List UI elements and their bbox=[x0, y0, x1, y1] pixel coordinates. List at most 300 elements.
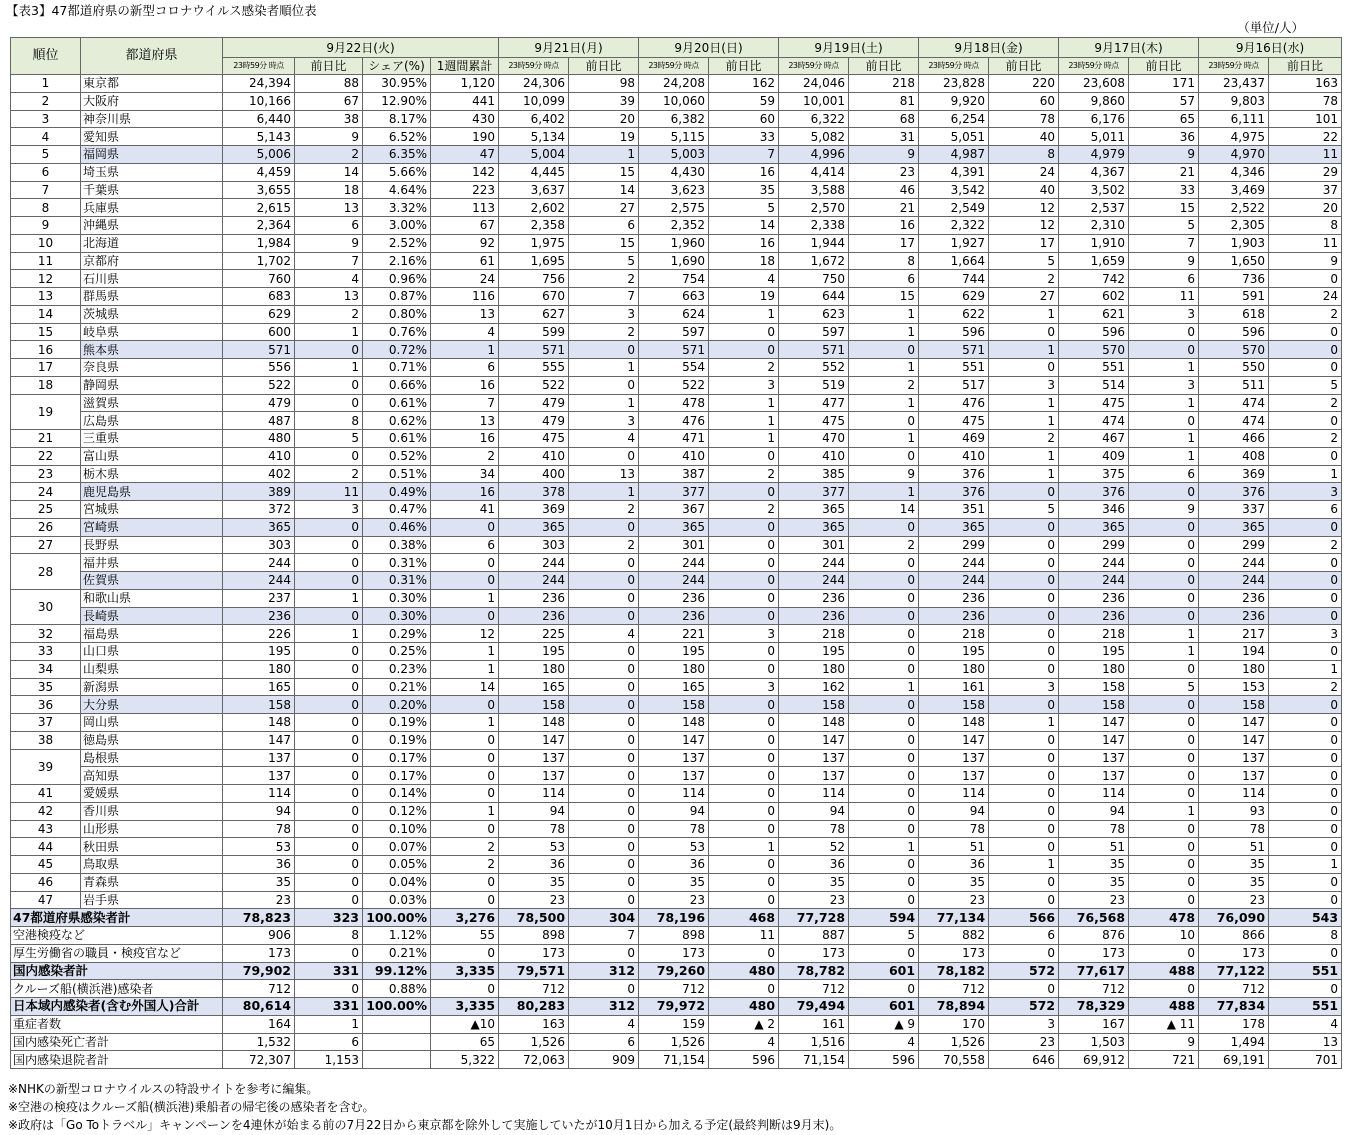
value-cell: 0 bbox=[1269, 802, 1342, 820]
value-cell: 27 bbox=[989, 288, 1059, 306]
value-cell: 0 bbox=[431, 785, 499, 803]
value-cell: 23 bbox=[989, 1033, 1059, 1051]
value-cell: 0 bbox=[989, 767, 1059, 785]
value-cell: 8 bbox=[1269, 217, 1342, 235]
value-cell: 1 bbox=[569, 146, 639, 164]
value-cell: 0 bbox=[1129, 891, 1199, 909]
footnote: ※NHKの新型コロナウイルスの特設サイトを参考に編集。 bbox=[8, 1082, 319, 1096]
value-cell: 0.87% bbox=[363, 288, 431, 306]
value-cell: 195 bbox=[1059, 643, 1129, 661]
value-cell: 1,153 bbox=[295, 1051, 363, 1069]
value-cell: 5 bbox=[569, 252, 639, 270]
prefecture-cell: 兵庫県 bbox=[81, 199, 223, 217]
value-cell: 3,637 bbox=[499, 181, 569, 199]
summary-row bbox=[11, 998, 1342, 1016]
value-cell: 0 bbox=[1269, 944, 1342, 962]
value-cell: 0 bbox=[431, 873, 499, 891]
value-cell: 244 bbox=[499, 572, 569, 590]
value-cell: 0 bbox=[431, 767, 499, 785]
value-cell: 244 bbox=[1199, 554, 1269, 572]
value-cell: 1 bbox=[849, 678, 919, 696]
header-diff: 前日比 bbox=[1269, 58, 1342, 75]
value-cell: 92 bbox=[431, 234, 499, 252]
value-cell: 6,440 bbox=[223, 110, 295, 128]
value-cell: 158 bbox=[499, 696, 569, 714]
value-cell: 47 bbox=[431, 146, 499, 164]
value-cell: 2 bbox=[569, 270, 639, 288]
value-cell: 67 bbox=[431, 217, 499, 235]
value-cell: 1 bbox=[709, 412, 779, 430]
value-cell: 0.76% bbox=[363, 323, 431, 341]
value-cell: 2 bbox=[709, 501, 779, 519]
value-cell: 551 bbox=[1059, 359, 1129, 377]
value-cell: 244 bbox=[639, 572, 709, 590]
value-cell: 468 bbox=[709, 909, 779, 927]
value-cell: 137 bbox=[919, 749, 989, 767]
value-cell: 16 bbox=[709, 163, 779, 181]
value-cell: 173 bbox=[919, 944, 989, 962]
value-cell: 0.30% bbox=[363, 607, 431, 625]
value-cell: 312 bbox=[569, 998, 639, 1016]
value-cell: 16 bbox=[431, 483, 499, 501]
value-cell: 1 bbox=[295, 1015, 363, 1033]
rank-cell: 24 bbox=[11, 483, 81, 501]
header-date-0921: 9月21日(月) bbox=[499, 38, 639, 58]
value-cell: 0 bbox=[849, 856, 919, 874]
summary-label: 国内感染者計 bbox=[11, 962, 223, 980]
value-cell: 1 bbox=[849, 323, 919, 341]
value-cell: 94 bbox=[639, 802, 709, 820]
value-cell: 1 bbox=[1129, 802, 1199, 820]
prefecture-cell: 新潟県 bbox=[81, 678, 223, 696]
prefecture-cell: 富山県 bbox=[81, 447, 223, 465]
value-cell: 0 bbox=[431, 572, 499, 590]
value-cell: 114 bbox=[499, 785, 569, 803]
value-cell: 623 bbox=[779, 305, 849, 323]
value-cell: 147 bbox=[779, 731, 849, 749]
value-cell: 0 bbox=[431, 749, 499, 767]
rank-cell: 14 bbox=[11, 305, 81, 323]
value-cell: 170 bbox=[919, 1015, 989, 1033]
value-cell: 0.61% bbox=[363, 430, 431, 448]
value-cell: 36 bbox=[1129, 128, 1199, 146]
value-cell: 0 bbox=[849, 891, 919, 909]
value-cell: 10,060 bbox=[639, 92, 709, 110]
value-cell: 365 bbox=[779, 518, 849, 536]
value-cell: 0 bbox=[1269, 359, 1342, 377]
value-cell: 2,352 bbox=[639, 217, 709, 235]
value-cell: 1 bbox=[431, 643, 499, 661]
value-cell: 375 bbox=[1059, 465, 1129, 483]
value-cell: 0.66% bbox=[363, 376, 431, 394]
value-cell: 0 bbox=[295, 802, 363, 820]
value-cell: 0.23% bbox=[363, 660, 431, 678]
value-cell: 0 bbox=[569, 785, 639, 803]
value-cell: 2 bbox=[431, 838, 499, 856]
prefecture-cell: 熊本県 bbox=[81, 341, 223, 359]
value-cell: 163 bbox=[1269, 75, 1342, 93]
value-cell: 6 bbox=[1269, 501, 1342, 519]
value-cell: 158 bbox=[779, 696, 849, 714]
value-cell: 5,143 bbox=[223, 128, 295, 146]
value-cell: 137 bbox=[639, 749, 709, 767]
value-cell: 622 bbox=[919, 305, 989, 323]
value-cell: 15 bbox=[569, 163, 639, 181]
prefecture-cell: 岩手県 bbox=[81, 891, 223, 909]
value-cell: 1,494 bbox=[1199, 1033, 1269, 1051]
value-cell: 0 bbox=[295, 660, 363, 678]
value-cell: 24 bbox=[989, 163, 1059, 181]
value-cell: 736 bbox=[1199, 270, 1269, 288]
value-cell: 3 bbox=[295, 501, 363, 519]
header-rank: 順位 bbox=[11, 38, 81, 75]
value-cell: 2,364 bbox=[223, 217, 295, 235]
value-cell: 0.52% bbox=[363, 447, 431, 465]
value-cell: 23 bbox=[779, 891, 849, 909]
value-cell: 13 bbox=[295, 199, 363, 217]
prefecture-cell: 徳島県 bbox=[81, 731, 223, 749]
value-cell: 79,494 bbox=[779, 998, 849, 1016]
value-cell: 0 bbox=[1269, 323, 1342, 341]
value-cell: 1,984 bbox=[223, 234, 295, 252]
value-cell: 387 bbox=[639, 465, 709, 483]
value-cell: 0 bbox=[295, 838, 363, 856]
rank-cell: 16 bbox=[11, 341, 81, 359]
header-diff: 前日比 bbox=[295, 58, 363, 75]
value-cell: 2,310 bbox=[1059, 217, 1129, 235]
value-cell: 173 bbox=[1059, 944, 1129, 962]
value-cell: 0 bbox=[295, 607, 363, 625]
value-cell: 236 bbox=[1199, 607, 1269, 625]
table-row bbox=[11, 767, 1342, 785]
value-cell: 0 bbox=[569, 678, 639, 696]
value-cell: 3,542 bbox=[919, 181, 989, 199]
value-cell: 0 bbox=[989, 359, 1059, 377]
value-cell: 11 bbox=[295, 483, 363, 501]
prefecture-cell: 奈良県 bbox=[81, 359, 223, 377]
value-cell: 1 bbox=[849, 483, 919, 501]
value-cell: 351 bbox=[919, 501, 989, 519]
value-cell: 81 bbox=[849, 92, 919, 110]
value-cell bbox=[363, 1051, 431, 1069]
value-cell: 0 bbox=[569, 731, 639, 749]
value-cell: 161 bbox=[919, 678, 989, 696]
prefecture-cell: 三重県 bbox=[81, 430, 223, 448]
table-row bbox=[11, 483, 1342, 501]
value-cell: 377 bbox=[779, 483, 849, 501]
rank-cell: 15 bbox=[11, 323, 81, 341]
value-cell: 137 bbox=[1199, 767, 1269, 785]
value-cell: 0 bbox=[849, 980, 919, 998]
table-row bbox=[11, 501, 1342, 519]
value-cell: 712 bbox=[223, 980, 295, 998]
value-cell: 0 bbox=[295, 714, 363, 732]
value-cell: 12 bbox=[431, 625, 499, 643]
value-cell: 9 bbox=[1269, 252, 1342, 270]
value-cell: 0.21% bbox=[363, 944, 431, 962]
rank-cell: 37 bbox=[11, 714, 81, 732]
value-cell: 0 bbox=[1269, 341, 1342, 359]
value-cell: 24,306 bbox=[499, 75, 569, 93]
value-cell: 571 bbox=[499, 341, 569, 359]
value-cell: 94 bbox=[779, 802, 849, 820]
value-cell: 78,782 bbox=[779, 962, 849, 980]
value-cell: 3 bbox=[989, 376, 1059, 394]
header-time: 23時59分 時点 bbox=[223, 58, 295, 75]
value-cell: 23,608 bbox=[1059, 75, 1129, 93]
value-cell: 23,828 bbox=[919, 75, 989, 93]
value-cell: 0 bbox=[295, 554, 363, 572]
value-cell: 180 bbox=[1059, 660, 1129, 678]
value-cell: 441 bbox=[431, 92, 499, 110]
value-cell: 0 bbox=[1129, 536, 1199, 554]
value-cell: 244 bbox=[779, 572, 849, 590]
value-cell: 3,655 bbox=[223, 181, 295, 199]
value-cell: 5,011 bbox=[1059, 128, 1129, 146]
value-cell: 27 bbox=[569, 199, 639, 217]
prefecture-cell: 長崎県 bbox=[81, 607, 223, 625]
value-cell: 1 bbox=[295, 359, 363, 377]
value-cell: 137 bbox=[499, 767, 569, 785]
value-cell: 1 bbox=[849, 838, 919, 856]
prefecture-cell: 埼玉県 bbox=[81, 163, 223, 181]
value-cell: 0 bbox=[1269, 554, 1342, 572]
value-cell: 0.72% bbox=[363, 341, 431, 359]
value-cell: 476 bbox=[919, 394, 989, 412]
footnotes bbox=[8, 1080, 841, 1134]
value-cell: 365 bbox=[1199, 518, 1269, 536]
value-cell: 158 bbox=[1059, 678, 1129, 696]
value-cell: 906 bbox=[223, 927, 295, 945]
value-cell: 475 bbox=[919, 412, 989, 430]
value-cell: 161 bbox=[779, 1015, 849, 1033]
header-time: 23時59分 時点 bbox=[639, 58, 709, 75]
value-cell: 0 bbox=[1269, 412, 1342, 430]
value-cell: 0 bbox=[849, 607, 919, 625]
value-cell: 78 bbox=[919, 820, 989, 838]
prefecture-cell: 群馬県 bbox=[81, 288, 223, 306]
value-cell: 0 bbox=[849, 749, 919, 767]
value-cell: 236 bbox=[639, 607, 709, 625]
value-cell: 71,154 bbox=[779, 1051, 849, 1069]
value-cell: 0 bbox=[1269, 731, 1342, 749]
prefecture-cell: 香川県 bbox=[81, 802, 223, 820]
table-row bbox=[11, 714, 1342, 732]
value-cell: 6.35% bbox=[363, 146, 431, 164]
value-cell: 13 bbox=[569, 465, 639, 483]
table-row bbox=[11, 856, 1342, 874]
value-cell: 0 bbox=[709, 714, 779, 732]
value-cell: 3,623 bbox=[639, 181, 709, 199]
value-cell: 400 bbox=[499, 465, 569, 483]
value-cell: 10 bbox=[1129, 927, 1199, 945]
value-cell: 304 bbox=[569, 909, 639, 927]
value-cell: 7 bbox=[709, 146, 779, 164]
value-cell: 750 bbox=[779, 270, 849, 288]
value-cell: 3,469 bbox=[1199, 181, 1269, 199]
value-cell: 479 bbox=[223, 394, 295, 412]
value-cell: 10,001 bbox=[779, 92, 849, 110]
value-cell: 488 bbox=[1129, 998, 1199, 1016]
value-cell: 0 bbox=[1129, 572, 1199, 590]
header-share: シェア(%) bbox=[363, 58, 431, 75]
value-cell: 4 bbox=[569, 430, 639, 448]
value-cell: 148 bbox=[223, 714, 295, 732]
value-cell: 2 bbox=[989, 270, 1059, 288]
value-cell: 1 bbox=[431, 660, 499, 678]
value-cell: 0 bbox=[295, 376, 363, 394]
value-cell: 0 bbox=[849, 625, 919, 643]
value-cell: 0 bbox=[569, 554, 639, 572]
value-cell: 0 bbox=[295, 749, 363, 767]
value-cell: 479 bbox=[499, 412, 569, 430]
value-cell: 1 bbox=[295, 625, 363, 643]
value-cell: 0 bbox=[569, 607, 639, 625]
value-cell: 0 bbox=[709, 856, 779, 874]
value-cell: 0 bbox=[989, 820, 1059, 838]
value-cell: 0.61% bbox=[363, 394, 431, 412]
value-cell: 0.12% bbox=[363, 802, 431, 820]
value-cell: 712 bbox=[1199, 980, 1269, 998]
value-cell: 2,537 bbox=[1059, 199, 1129, 217]
prefecture-cell: 福岡県 bbox=[81, 146, 223, 164]
value-cell: 1 bbox=[709, 394, 779, 412]
value-cell: 566 bbox=[989, 909, 1059, 927]
value-cell: 2 bbox=[1269, 430, 1342, 448]
rank-cell: 30 bbox=[11, 589, 81, 625]
value-cell: 2 bbox=[1269, 394, 1342, 412]
header-date-0916: 9月16日(水) bbox=[1199, 38, 1342, 58]
summary-label: 国内感染死亡者計 bbox=[11, 1033, 223, 1051]
value-cell: 3 bbox=[709, 678, 779, 696]
value-cell: 0 bbox=[1269, 749, 1342, 767]
table-row bbox=[11, 412, 1342, 430]
table-row bbox=[11, 589, 1342, 607]
value-cell: 1 bbox=[1129, 359, 1199, 377]
value-cell: 2 bbox=[989, 430, 1059, 448]
table-row bbox=[11, 660, 1342, 678]
value-cell: 0 bbox=[431, 554, 499, 572]
rank-cell: 42 bbox=[11, 802, 81, 820]
value-cell: 3 bbox=[569, 412, 639, 430]
value-cell: 0.38% bbox=[363, 536, 431, 554]
value-cell: 0 bbox=[849, 944, 919, 962]
value-cell: 77,134 bbox=[919, 909, 989, 927]
header-date-0922: 9月22日(火) bbox=[223, 38, 499, 58]
value-cell: 0 bbox=[849, 820, 919, 838]
value-cell: 0 bbox=[295, 944, 363, 962]
value-cell: 218 bbox=[849, 75, 919, 93]
value-cell: 0 bbox=[295, 731, 363, 749]
value-cell: 165 bbox=[499, 678, 569, 696]
value-cell: 2 bbox=[1269, 536, 1342, 554]
value-cell: 6 bbox=[1129, 465, 1199, 483]
value-cell: 11 bbox=[1269, 234, 1342, 252]
value-cell: 137 bbox=[223, 767, 295, 785]
value-cell: 223 bbox=[431, 181, 499, 199]
value-cell: 0 bbox=[569, 376, 639, 394]
value-cell: 0 bbox=[295, 891, 363, 909]
value-cell: 629 bbox=[223, 305, 295, 323]
value-cell: 0 bbox=[1269, 714, 1342, 732]
value-cell: 3 bbox=[569, 305, 639, 323]
value-cell: 7 bbox=[569, 288, 639, 306]
value-cell: 0 bbox=[989, 643, 1059, 661]
value-cell: 9,920 bbox=[919, 92, 989, 110]
value-cell: 0 bbox=[1269, 607, 1342, 625]
value-cell: 23 bbox=[639, 891, 709, 909]
value-cell: 114 bbox=[779, 785, 849, 803]
value-cell: 195 bbox=[499, 643, 569, 661]
value-cell: 0 bbox=[569, 696, 639, 714]
value-cell: 6 bbox=[1129, 270, 1199, 288]
header-prefecture: 都道府県 bbox=[81, 38, 223, 75]
value-cell: 237 bbox=[223, 589, 295, 607]
value-cell: 1 bbox=[1129, 447, 1199, 465]
value-cell: 1 bbox=[1269, 660, 1342, 678]
value-cell: 1.12% bbox=[363, 927, 431, 945]
value-cell: 376 bbox=[1059, 483, 1129, 501]
value-cell: 556 bbox=[223, 359, 295, 377]
value-cell: 0 bbox=[569, 891, 639, 909]
value-cell: 331 bbox=[295, 962, 363, 980]
value-cell: 409 bbox=[1059, 447, 1129, 465]
rank-cell: 17 bbox=[11, 359, 81, 377]
header-diff: 前日比 bbox=[709, 58, 779, 75]
table-row bbox=[11, 696, 1342, 714]
value-cell: 0 bbox=[849, 714, 919, 732]
value-cell: 2,522 bbox=[1199, 199, 1269, 217]
value-cell: 0 bbox=[1269, 980, 1342, 998]
value-cell: 147 bbox=[639, 731, 709, 749]
prefecture-cell: 愛知県 bbox=[81, 128, 223, 146]
value-cell: 65 bbox=[431, 1033, 499, 1051]
value-cell: 35 bbox=[223, 873, 295, 891]
value-cell: 1 bbox=[709, 838, 779, 856]
value-cell: 602 bbox=[1059, 288, 1129, 306]
value-cell: 898 bbox=[639, 927, 709, 945]
value-cell: 599 bbox=[499, 323, 569, 341]
value-cell: 0 bbox=[295, 678, 363, 696]
value-cell: 21 bbox=[849, 199, 919, 217]
value-cell: 19 bbox=[569, 128, 639, 146]
value-cell: 378 bbox=[499, 483, 569, 501]
value-cell: 0 bbox=[1269, 518, 1342, 536]
value-cell: 0.05% bbox=[363, 856, 431, 874]
value-cell: 9 bbox=[295, 234, 363, 252]
value-cell: 10,099 bbox=[499, 92, 569, 110]
value-cell: 7 bbox=[431, 394, 499, 412]
rank-cell: 3 bbox=[11, 110, 81, 128]
value-cell: 1 bbox=[989, 394, 1059, 412]
value-cell: 18 bbox=[295, 181, 363, 199]
value-cell: 70,558 bbox=[919, 1051, 989, 1069]
value-cell: 218 bbox=[779, 625, 849, 643]
value-cell: 2,602 bbox=[499, 199, 569, 217]
value-cell: 1 bbox=[1269, 465, 1342, 483]
value-cell: 0 bbox=[1129, 323, 1199, 341]
rank-cell: 19 bbox=[11, 394, 81, 430]
value-cell: 77,617 bbox=[1059, 962, 1129, 980]
value-cell: 644 bbox=[779, 288, 849, 306]
value-cell: 760 bbox=[223, 270, 295, 288]
value-cell: 0 bbox=[849, 447, 919, 465]
prefecture-cell: 宮城県 bbox=[81, 501, 223, 519]
value-cell: 6 bbox=[989, 927, 1059, 945]
value-cell: 165 bbox=[223, 678, 295, 696]
value-cell: 4,391 bbox=[919, 163, 989, 181]
value-cell: 13 bbox=[1269, 1033, 1342, 1051]
